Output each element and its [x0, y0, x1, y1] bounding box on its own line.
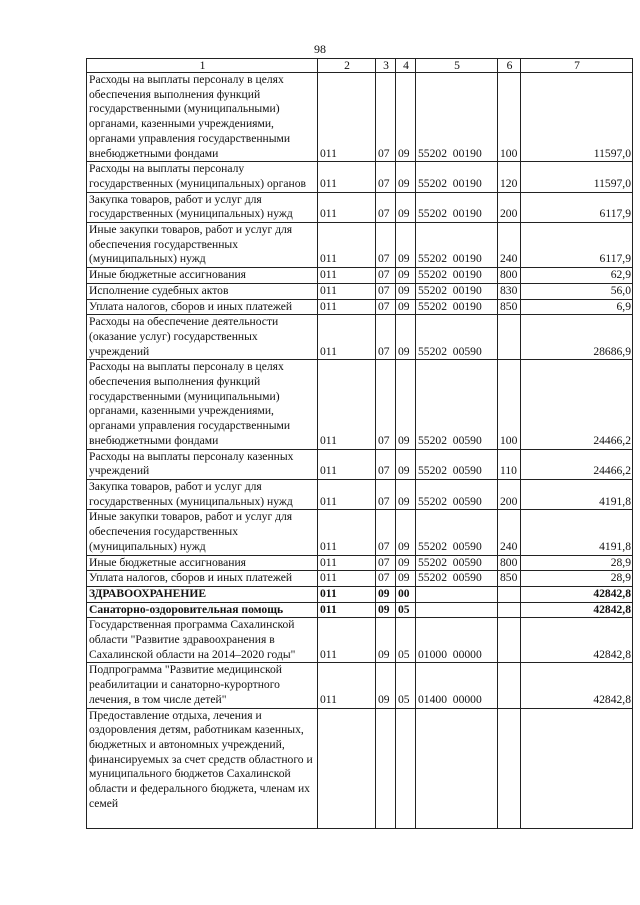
- table-row: [87, 360, 633, 449]
- table-row: [87, 586, 633, 602]
- expense-name-cell: Иные бюджетные ассигнования: [87, 555, 318, 571]
- ministry-code-cell: 011: [318, 479, 376, 509]
- expense-type-cell: 240: [498, 510, 521, 555]
- ministry-code-cell: 011: [318, 510, 376, 555]
- ministry-code-cell: 011: [318, 555, 376, 571]
- table-row: [87, 315, 633, 360]
- ministry-code-cell: 011: [318, 360, 376, 449]
- table-row: [87, 663, 633, 708]
- subsection-code-cell: 09: [396, 283, 416, 299]
- subsection-code-cell: 09: [396, 299, 416, 315]
- table-row: [87, 479, 633, 509]
- amount-cell: 28,9: [521, 571, 633, 587]
- ministry-code-cell: 011: [318, 162, 376, 192]
- section-code-cell: 07: [376, 360, 396, 449]
- expense-type-cell: [498, 315, 521, 360]
- table-row: [87, 162, 633, 192]
- subsection-code-cell: 09: [396, 223, 416, 268]
- subsection-code-cell: 09: [396, 192, 416, 222]
- expense-type-cell: 850: [498, 299, 521, 315]
- target-article-cell: 55202 00590: [416, 555, 498, 571]
- target-article-cell: 55202 00590: [416, 449, 498, 479]
- amount-cell: 24466,2: [521, 449, 633, 479]
- table-row: [87, 449, 633, 479]
- expense-name-cell: Иные бюджетные ассигнования: [87, 268, 318, 284]
- column-header: 4: [396, 59, 416, 73]
- table-row: [87, 299, 633, 315]
- target-article-cell: 55202 00190: [416, 299, 498, 315]
- expense-name-cell: Иные закупки товаров, работ и услуг для обеспечения государственных (муниципальных) нужд: [87, 223, 318, 268]
- expense-type-cell: 800: [498, 268, 521, 284]
- section-code-cell: 07: [376, 283, 396, 299]
- ministry-code-cell: 011: [318, 586, 376, 602]
- section-code-cell: 09: [376, 663, 396, 708]
- section-code-cell: 09: [376, 586, 396, 602]
- subsection-code-cell: [396, 708, 416, 828]
- amount-cell: 28,9: [521, 555, 633, 571]
- column-header: 3: [376, 59, 396, 73]
- expense-type-cell: 800: [498, 555, 521, 571]
- expense-type-cell: 240: [498, 223, 521, 268]
- column-header: 7: [521, 59, 633, 73]
- amount-cell: 11597,0: [521, 162, 633, 192]
- target-article-cell: 55202 00590: [416, 315, 498, 360]
- section-code-cell: 09: [376, 602, 396, 618]
- target-article-cell: 01400 00000: [416, 663, 498, 708]
- amount-cell: 4191,8: [521, 479, 633, 509]
- amount-cell: 6117,9: [521, 223, 633, 268]
- ministry-code-cell: 011: [318, 268, 376, 284]
- section-code-cell: 07: [376, 162, 396, 192]
- ministry-code-cell: 011: [318, 663, 376, 708]
- expense-name-cell: Уплата налогов, сборов и иных платежей: [87, 571, 318, 587]
- amount-cell: 42842,8: [521, 618, 633, 663]
- subsection-code-cell: 09: [396, 162, 416, 192]
- target-article-cell: [416, 602, 498, 618]
- ministry-code-cell: 011: [318, 315, 376, 360]
- expense-name-cell: Расходы на выплаты персоналу в целях обеспечения выполнения функций государственными (муниципальными) органами, казенными учреждениями, органами управления государственными внебюджетными фондами: [87, 73, 318, 162]
- target-article-cell: [416, 586, 498, 602]
- table-row: [87, 192, 633, 222]
- subsection-code-cell: 05: [396, 602, 416, 618]
- section-code-cell: 09: [376, 618, 396, 663]
- ministry-code-cell: [318, 708, 376, 828]
- expense-type-cell: 100: [498, 360, 521, 449]
- subsection-code-cell: 09: [396, 315, 416, 360]
- subsection-code-cell: 09: [396, 73, 416, 162]
- expense-name-cell: Расходы на обеспечение деятельности (оказание услуг) государственных учреждений: [87, 315, 318, 360]
- expense-name-cell: Иные закупки товаров, работ и услуг для обеспечения государственных (муниципальных) нужд: [87, 510, 318, 555]
- expense-type-cell: 120: [498, 162, 521, 192]
- target-article-cell: 55202 00190: [416, 223, 498, 268]
- expense-name-cell: Расходы на выплаты персоналу государственных (муниципальных) органов: [87, 162, 318, 192]
- section-code-cell: 07: [376, 73, 396, 162]
- table-row: [87, 708, 633, 828]
- target-article-cell: 55202 00190: [416, 73, 498, 162]
- target-article-cell: 55202 00190: [416, 283, 498, 299]
- amount-cell: 24466,2: [521, 360, 633, 449]
- expense-name-cell: ЗДРАВООХРАНЕНИЕ: [87, 586, 318, 602]
- page-number: 98: [314, 42, 326, 56]
- expense-name-cell: Предоставление отдыха, лечения и оздоровления детям, работникам казенных, бюджетных и автономных учреждений, финансируемых за счет средств областного и муниципального бюджетов Сахалинской области и федерального бюджета, членам их семей: [87, 708, 318, 828]
- table-row: [87, 268, 633, 284]
- subsection-code-cell: 09: [396, 555, 416, 571]
- section-code-cell: 07: [376, 555, 396, 571]
- target-article-cell: 55202 00590: [416, 479, 498, 509]
- ministry-code-cell: 011: [318, 449, 376, 479]
- amount-cell: [521, 708, 633, 828]
- subsection-code-cell: 00: [396, 586, 416, 602]
- section-code-cell: 07: [376, 571, 396, 587]
- target-article-cell: [416, 708, 498, 828]
- target-article-cell: 55202 00590: [416, 510, 498, 555]
- expense-name-cell: Уплата налогов, сборов и иных платежей: [87, 299, 318, 315]
- ministry-code-cell: 011: [318, 223, 376, 268]
- expense-name-cell: Закупка товаров, работ и услуг для государственных (муниципальных) нужд: [87, 192, 318, 222]
- section-code-cell: 07: [376, 223, 396, 268]
- header-row: [87, 59, 633, 73]
- expense-type-cell: [498, 586, 521, 602]
- expense-type-cell: [498, 602, 521, 618]
- expense-type-cell: [498, 708, 521, 828]
- target-article-cell: 01000 00000: [416, 618, 498, 663]
- ministry-code-cell: 011: [318, 192, 376, 222]
- table-row: [87, 283, 633, 299]
- target-article-cell: 55202 00590: [416, 360, 498, 449]
- expense-type-cell: 830: [498, 283, 521, 299]
- table-row: [87, 510, 633, 555]
- budget-table: [86, 58, 633, 829]
- amount-cell: 42842,8: [521, 602, 633, 618]
- expense-name-cell: Исполнение судебных актов: [87, 283, 318, 299]
- subsection-code-cell: 09: [396, 360, 416, 449]
- expense-type-cell: 200: [498, 192, 521, 222]
- subsection-code-cell: 09: [396, 479, 416, 509]
- expense-type-cell: [498, 618, 521, 663]
- target-article-cell: 55202 00190: [416, 192, 498, 222]
- section-code-cell: 07: [376, 510, 396, 555]
- column-header: 2: [318, 59, 376, 73]
- target-article-cell: 55202 00190: [416, 268, 498, 284]
- subsection-code-cell: 09: [396, 571, 416, 587]
- amount-cell: 56,0: [521, 283, 633, 299]
- table-row: [87, 602, 633, 618]
- ministry-code-cell: 011: [318, 618, 376, 663]
- ministry-code-cell: 011: [318, 283, 376, 299]
- ministry-code-cell: 011: [318, 602, 376, 618]
- expense-type-cell: 850: [498, 571, 521, 587]
- amount-cell: 62,9: [521, 268, 633, 284]
- expense-type-cell: 200: [498, 479, 521, 509]
- amount-cell: 11597,0: [521, 73, 633, 162]
- expense-name-cell: Расходы на выплаты персоналу в целях обеспечения выполнения функций государственными (муниципальными) органами, казенными учреждениями, органами управления государственными внебюджетными фондами: [87, 360, 318, 449]
- table-row: [87, 555, 633, 571]
- amount-cell: 4191,8: [521, 510, 633, 555]
- section-code-cell: 07: [376, 479, 396, 509]
- expense-name-cell: Расходы на выплаты персоналу казенных учреждений: [87, 449, 318, 479]
- table-row: [87, 73, 633, 162]
- subsection-code-cell: 05: [396, 663, 416, 708]
- amount-cell: 6117,9: [521, 192, 633, 222]
- amount-cell: 42842,8: [521, 586, 633, 602]
- subsection-code-cell: 09: [396, 268, 416, 284]
- section-code-cell: 07: [376, 268, 396, 284]
- expense-type-cell: [498, 663, 521, 708]
- section-code-cell: 07: [376, 192, 396, 222]
- expense-type-cell: 100: [498, 73, 521, 162]
- subsection-code-cell: 09: [396, 449, 416, 479]
- target-article-cell: 55202 00190: [416, 162, 498, 192]
- amount-cell: 42842,8: [521, 663, 633, 708]
- section-code-cell: 07: [376, 315, 396, 360]
- expense-name-cell: Государственная программа Сахалинской области "Развитие здравоохранения в Сахалинской области на 2014–2020 годы": [87, 618, 318, 663]
- column-header: 6: [498, 59, 521, 73]
- amount-cell: 28686,9: [521, 315, 633, 360]
- expense-type-cell: 110: [498, 449, 521, 479]
- section-code-cell: 07: [376, 299, 396, 315]
- table-row: [87, 571, 633, 587]
- subsection-code-cell: 09: [396, 510, 416, 555]
- table-row: [87, 223, 633, 268]
- expense-name-cell: Закупка товаров, работ и услуг для государственных (муниципальных) нужд: [87, 479, 318, 509]
- ministry-code-cell: 011: [318, 73, 376, 162]
- expense-name-cell: Санаторно-оздоровительная помощь: [87, 602, 318, 618]
- target-article-cell: 55202 00590: [416, 571, 498, 587]
- table-row: [87, 618, 633, 663]
- section-code-cell: [376, 708, 396, 828]
- column-header: 1: [87, 59, 318, 73]
- ministry-code-cell: 011: [318, 571, 376, 587]
- amount-cell: 6,9: [521, 299, 633, 315]
- section-code-cell: 07: [376, 449, 396, 479]
- ministry-code-cell: 011: [318, 299, 376, 315]
- subsection-code-cell: 05: [396, 618, 416, 663]
- column-header: 5: [416, 59, 498, 73]
- expense-name-cell: Подпрограмма "Развитие медицинской реабилитации и санаторно-курортного лечения, в том числе детей": [87, 663, 318, 708]
